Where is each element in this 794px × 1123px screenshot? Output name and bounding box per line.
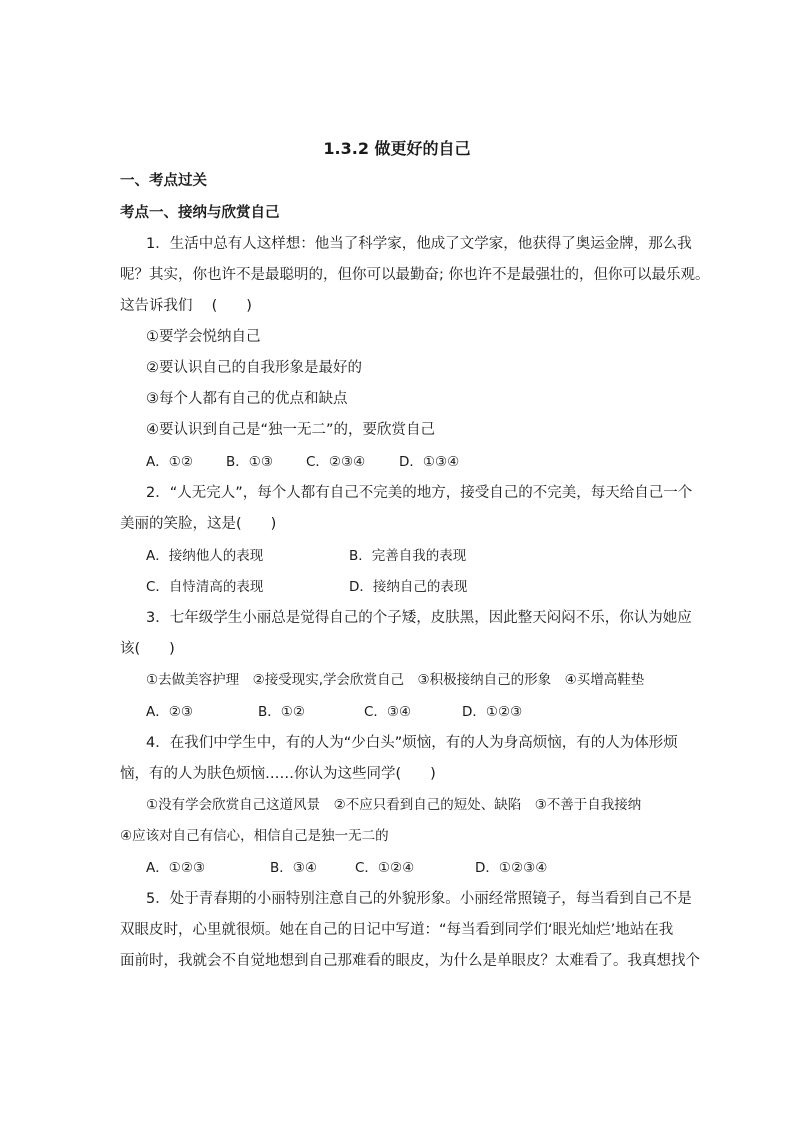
question-5-line-2: 双眼皮时，心里就很烦。她在自己的日记中写道：“每当看到同学们‘眼光灿烂’地站在我 [120,922,674,938]
subsection-heading: 考点一、接纳与欣赏自己 [120,205,280,221]
option-d: D．①②③ [462,704,523,720]
page-title: 1.3.2 做更好的自己 [323,139,471,158]
option-a: A．①② [146,454,193,470]
question-2-line-2: 美丽的笑脸，这是( ) [120,516,277,532]
option-d: D．接纳自己的表现 [349,579,468,595]
question-3-items: ①去做美容护理 ②接受现实,学会欣赏自己 ③积极接纳自己的形象 ④买增高鞋垫 [146,672,645,688]
option-c: C．③④ [364,704,412,720]
option-c: C．②③④ [306,454,366,470]
question-2-line-1: 2．“人无完人”，每个人都有自己不完美的地方，接受自己的不完美，每天给自己一个 [146,485,693,501]
option-b: B．①② [258,704,305,720]
option-a: A．接纳他人的表现 [146,548,264,564]
option-c: C．自恃清高的表现 [146,579,264,595]
question-4-items-line-2: ④应该对自己有信心，相信自己是独一无二的 [120,828,389,844]
option-a: A．②③ [146,704,193,720]
question-3-line-2: 该( ) [120,641,175,657]
question-1-item-3: ③每个人都有自己的优点和缺点 [146,391,348,407]
question-1-line-2: 呢？其实，你也许不是最聪明的，但你可以最勤奋; 你也许不是最强壮的，但你可以最乐观。 [120,267,710,283]
question-1-item-2: ②要认识自己的自我形象是最好的 [146,360,362,376]
question-1-item-4: ④要认识到自己是“独一无二”的，要欣赏自己 [146,422,436,438]
option-b: B．③④ [270,860,317,876]
option-b: B．完善自我的表现 [349,548,467,564]
question-4-line-2: 恼，有的人为肤色烦恼……你认为这些同学( ) [120,766,436,782]
option-c: C．①②④ [355,860,415,876]
question-1-item-1: ①要学会悦纳自己 [146,329,261,345]
option-d: D．①②③④ [475,860,548,876]
question-3-line-1: 3．七年级学生小丽总是觉得自己的个子矮，皮肤黑，因此整天闷闷不乐，你认为她应 [146,610,692,626]
question-1-line-1: 1．生活中总有人这样想：他当了科学家，他成了文学家，他获得了奥运金牌，那么我 [146,236,692,252]
question-5-line-1: 5．处于青春期的小丽特别注意自己的外貌形象。小丽经常照镜子，每当看到自己不是 [146,891,692,907]
section-heading: 一、考点过关 [120,173,207,189]
option-b: B．①③ [226,454,273,470]
option-d: D．①③④ [399,454,460,470]
question-5-line-3: 面前时，我就会不自觉地想到自己那难看的眼皮，为什么是单眼皮？太难看了。我真想找个 [120,953,700,969]
option-a: A．①②③ [146,860,206,876]
question-4-line-1: 4．在我们中学生中，有的人为“少白头”烦恼，有的人为身高烦恼，有的人为体形烦 [146,735,678,751]
question-4-items-line-1: ①没有学会欣赏自己这道风景 ②不应只看到自己的短处、缺陷 ③不善于自我接纳 [146,797,642,813]
question-1-line-3: 这告诉我们 ( ) [120,298,252,314]
